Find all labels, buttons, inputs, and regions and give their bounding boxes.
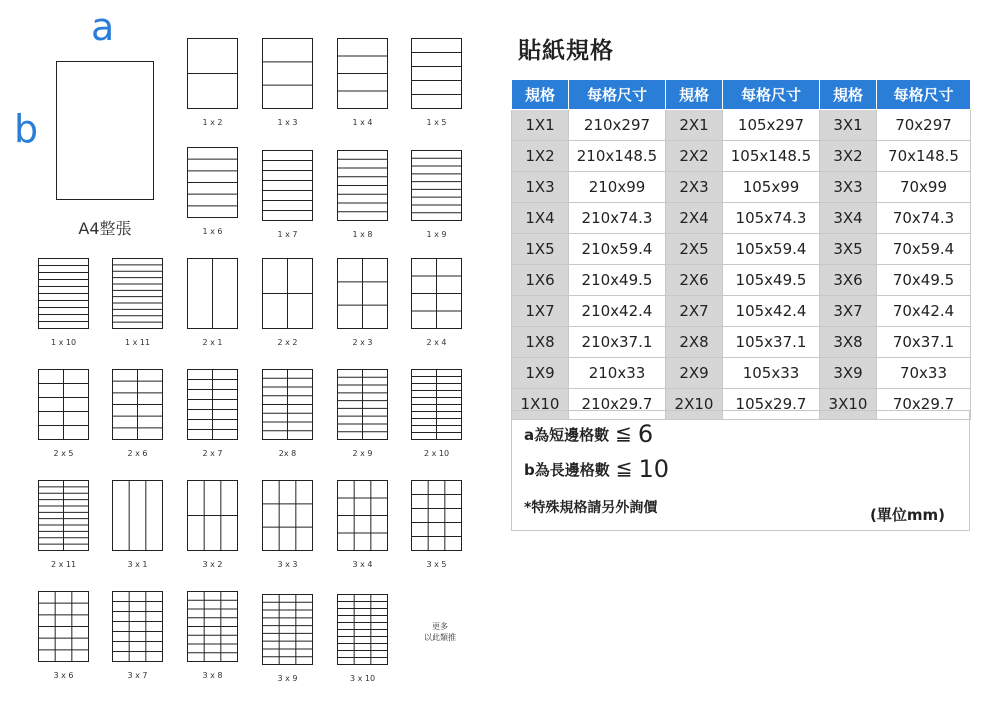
layout-grid-drawing (112, 480, 163, 551)
layout-grid-drawing (411, 369, 462, 440)
layout-caption: 1 x 10 (50, 338, 77, 347)
spec-code-cell: 3X6 (820, 265, 877, 296)
header-size-2: 每格尺寸 (723, 80, 820, 110)
layout-grid-drawing (187, 147, 238, 218)
label-layout-3x7 (112, 591, 163, 662)
layout-grid-drawing (337, 150, 388, 221)
spec-size-cell: 210x42.4 (569, 296, 666, 327)
layout-grid-drawing (262, 594, 313, 665)
spec-code-cell: 2X10 (666, 389, 723, 420)
note-b-symbol: ≦ (615, 456, 633, 480)
label-layout-1x4 (337, 38, 388, 109)
label-layout-3x3 (262, 480, 313, 551)
layout-grid-drawing (337, 258, 388, 329)
layout-caption: 2 x 11 (50, 560, 77, 569)
label-layout-3x1 (112, 480, 163, 551)
header-size-1: 每格尺寸 (569, 80, 666, 110)
layout-grid-drawing (337, 480, 388, 551)
layout-caption: 3 x 6 (53, 671, 74, 680)
spec-code-cell: 1X4 (512, 203, 569, 234)
label-layout-1x7 (262, 150, 313, 221)
layout-caption: 1 x 3 (277, 118, 298, 127)
note-b-rule (524, 455, 669, 483)
layout-grid-drawing (262, 150, 313, 221)
spec-size-cell: 210x74.3 (569, 203, 666, 234)
spec-code-cell: 3X4 (820, 203, 877, 234)
layout-caption: 2 x 1 (202, 338, 223, 347)
note-a-symbol: ≦ (615, 421, 632, 445)
layout-grid-drawing (262, 369, 313, 440)
spec-code-cell: 2X3 (666, 172, 723, 203)
layout-caption: 3 x 2 (202, 560, 223, 569)
layout-caption: 2 x 6 (127, 449, 148, 458)
label-layout-1x10 (38, 258, 89, 329)
spec-size-cell: 70x148.5 (877, 141, 971, 172)
label-layout-3x2 (187, 480, 238, 551)
dimension-a-label: a (91, 5, 115, 49)
sheet-outline (412, 151, 462, 221)
spec-code-cell: 3X8 (820, 327, 877, 358)
spec-code-cell: 1X8 (512, 327, 569, 358)
layout-caption: 3 x 7 (127, 671, 148, 680)
layout-caption: 2 x 10 (423, 449, 450, 458)
layout-caption: 3 x 1 (127, 560, 148, 569)
label-layout-1x6 (187, 147, 238, 218)
layout-caption: 2x 8 (278, 449, 297, 458)
a4-full-sheet-label: A4整張 (78, 219, 132, 238)
note-unit: (單位mm) (870, 506, 945, 524)
layout-caption: 1 x 2 (202, 118, 223, 127)
layout-caption: 3 x 3 (277, 560, 298, 569)
spec-size-cell: 105x33 (723, 358, 820, 389)
header-size-3: 每格尺寸 (877, 80, 971, 110)
spec-size-cell: 210x29.7 (569, 389, 666, 420)
spec-size-cell: 70x33 (877, 358, 971, 389)
spec-size-cell: 105x297 (723, 110, 820, 141)
label-layout-3x9 (262, 594, 313, 665)
label-layout-2x11 (38, 480, 89, 551)
layout-grid-drawing (187, 258, 238, 329)
spec-code-cell: 1X6 (512, 265, 569, 296)
layout-grid-drawing (337, 38, 388, 109)
layout-caption: 2 x 3 (352, 338, 373, 347)
spec-size-cell: 105x49.5 (723, 265, 820, 296)
sheet-outline (263, 481, 313, 551)
spec-table-row (512, 327, 971, 358)
label-layout-3x4 (337, 480, 388, 551)
spec-size-cell: 70x37.1 (877, 327, 971, 358)
label-layout-1x11 (112, 258, 163, 329)
spec-size-cell: 105x37.1 (723, 327, 820, 358)
layout-grid-drawing (38, 369, 89, 440)
spec-table-header-row (512, 80, 971, 110)
label-layout-2x9 (337, 369, 388, 440)
spec-size-cell: 70x59.4 (877, 234, 971, 265)
label-layout-1x9 (411, 150, 462, 221)
spec-size-cell: 70x74.3 (877, 203, 971, 234)
layout-grid-drawing (411, 38, 462, 109)
layout-grid-drawing (337, 594, 388, 665)
label-layout-1x3 (262, 38, 313, 109)
layout-grid-drawing (187, 591, 238, 662)
spec-table-row (512, 172, 971, 203)
spec-size-cell: 105x74.3 (723, 203, 820, 234)
label-layout-1x8 (337, 150, 388, 221)
layout-caption: 2 x 5 (53, 449, 74, 458)
spec-size-cell: 105x148.5 (723, 141, 820, 172)
sheet-outline (113, 481, 163, 551)
spec-table-row (512, 358, 971, 389)
spec-code-cell: 2X5 (666, 234, 723, 265)
note-b-text: b為長邊格數 (524, 461, 610, 479)
layout-grid-drawing (337, 369, 388, 440)
layout-grid-drawing (411, 258, 462, 329)
layout-caption: 1 x 8 (352, 230, 373, 239)
spec-size-cell: 210x33 (569, 358, 666, 389)
layout-caption: 3 x 10 (349, 674, 376, 683)
layout-grid-drawing (411, 480, 462, 551)
spec-table-row (512, 234, 971, 265)
page-title: 貼紙規格 (518, 38, 614, 64)
spec-code-cell: 1X7 (512, 296, 569, 327)
note-b-max: 10 (638, 455, 670, 483)
sheet-outline (412, 39, 462, 109)
spec-code-cell: 3X7 (820, 296, 877, 327)
spec-code-cell: 1X1 (512, 110, 569, 141)
spec-size-cell: 105x29.7 (723, 389, 820, 420)
spec-size-cell: 210x59.4 (569, 234, 666, 265)
a4-full-sheet-diagram (56, 61, 154, 200)
more-note-line-2: 以此類推 (424, 633, 456, 642)
label-layout-2x6 (112, 369, 163, 440)
spec-code-cell: 3X2 (820, 141, 877, 172)
label-layout-2x3 (337, 258, 388, 329)
label-layout-2x10 (411, 369, 462, 440)
spec-code-cell: 3X1 (820, 110, 877, 141)
more-layouts-note (413, 621, 467, 643)
layout-grid-drawing (112, 591, 163, 662)
spec-size-cell: 210x37.1 (569, 327, 666, 358)
spec-table (511, 79, 971, 420)
header-spec-3: 規格 (820, 80, 877, 110)
label-layout-2x1 (187, 258, 238, 329)
sheet-outline (113, 259, 163, 329)
spec-size-cell: 210x297 (569, 110, 666, 141)
sheet-outline (263, 39, 313, 109)
more-note-line-1: 更多 (432, 622, 448, 631)
layout-caption: 1 x 6 (202, 227, 223, 236)
spec-size-cell: 105x42.4 (723, 296, 820, 327)
header-spec-1: 規格 (512, 80, 569, 110)
layout-grid-drawing (187, 480, 238, 551)
dimension-b-label: b (14, 107, 39, 151)
spec-size-cell: 210x148.5 (569, 141, 666, 172)
sheet-outline (263, 595, 313, 665)
label-layout-3x8 (187, 591, 238, 662)
spec-code-cell: 1X9 (512, 358, 569, 389)
layout-caption: 2 x 9 (352, 449, 373, 458)
label-layout-2x4 (411, 258, 462, 329)
layout-caption: 3 x 4 (352, 560, 373, 569)
label-layout-1x5 (411, 38, 462, 109)
layout-grid-drawing (411, 150, 462, 221)
spec-size-cell: 70x297 (877, 110, 971, 141)
spec-code-cell: 2X8 (666, 327, 723, 358)
layout-grid-drawing (38, 480, 89, 551)
note-a-text: a為短邊格數 (524, 426, 610, 444)
layout-grid-drawing (38, 258, 89, 329)
spec-code-cell: 2X2 (666, 141, 723, 172)
spec-code-cell: 2X4 (666, 203, 723, 234)
layout-caption: 1 x 5 (426, 118, 447, 127)
spec-size-cell: 70x42.4 (877, 296, 971, 327)
spec-table-row (512, 141, 971, 172)
layout-caption: 1 x 4 (352, 118, 373, 127)
spec-size-cell: 70x49.5 (877, 265, 971, 296)
spec-size-cell: 210x49.5 (569, 265, 666, 296)
note-a-max: 6 (637, 420, 654, 448)
layout-caption: 3 x 8 (202, 671, 223, 680)
note-a-rule (524, 420, 653, 448)
layout-caption: 1 x 9 (426, 230, 447, 239)
spec-code-cell: 3X9 (820, 358, 877, 389)
header-spec-2: 規格 (666, 80, 723, 110)
layout-grid-drawing (112, 258, 163, 329)
layout-caption: 2 x 4 (426, 338, 447, 347)
label-layout-2x2 (262, 258, 313, 329)
layout-caption: 2 x 7 (202, 449, 223, 458)
spec-code-cell: 2X6 (666, 265, 723, 296)
spec-table-row (512, 110, 971, 141)
spec-code-cell: 2X9 (666, 358, 723, 389)
layout-grid-drawing (112, 369, 163, 440)
label-layout-2x5 (38, 369, 89, 440)
layout-caption: 1 x 7 (277, 230, 298, 239)
layout-caption: 3 x 5 (426, 560, 447, 569)
spec-size-cell: 105x99 (723, 172, 820, 203)
spec-code-cell: 3X5 (820, 234, 877, 265)
layout-caption: 1 x 11 (124, 338, 151, 347)
layout-grid-drawing (262, 258, 313, 329)
spec-code-cell: 3X10 (820, 389, 877, 420)
label-layout-3x10 (337, 594, 388, 665)
spec-table-row (512, 296, 971, 327)
spec-size-cell: 70x29.7 (877, 389, 971, 420)
label-layout-1x2 (187, 38, 238, 109)
layout-caption: 3 x 9 (277, 674, 298, 683)
spec-size-cell: 210x99 (569, 172, 666, 203)
spec-code-cell: 2X1 (666, 110, 723, 141)
layout-grid-drawing (262, 38, 313, 109)
label-layout-3x5 (411, 480, 462, 551)
spec-code-cell: 1X5 (512, 234, 569, 265)
layout-grid-drawing (187, 38, 238, 109)
spec-code-cell: 1X3 (512, 172, 569, 203)
layout-grid-drawing (38, 591, 89, 662)
spec-code-cell: 1X10 (512, 389, 569, 420)
spec-code-cell: 3X3 (820, 172, 877, 203)
spec-size-cell: 70x99 (877, 172, 971, 203)
label-layout-2x7 (187, 369, 238, 440)
spec-code-cell: 2X7 (666, 296, 723, 327)
layout-caption: 2 x 2 (277, 338, 298, 347)
spec-code-cell: 1X2 (512, 141, 569, 172)
layout-grid-drawing (262, 480, 313, 551)
spec-table-row (512, 203, 971, 234)
note-special-quote: *特殊規格請另外詢價 (524, 500, 658, 516)
label-layout-2x8 (262, 369, 313, 440)
label-layout-3x6 (38, 591, 89, 662)
layout-grid-drawing (187, 369, 238, 440)
sheet-outline (412, 481, 462, 551)
spec-size-cell: 105x59.4 (723, 234, 820, 265)
spec-table-row (512, 265, 971, 296)
